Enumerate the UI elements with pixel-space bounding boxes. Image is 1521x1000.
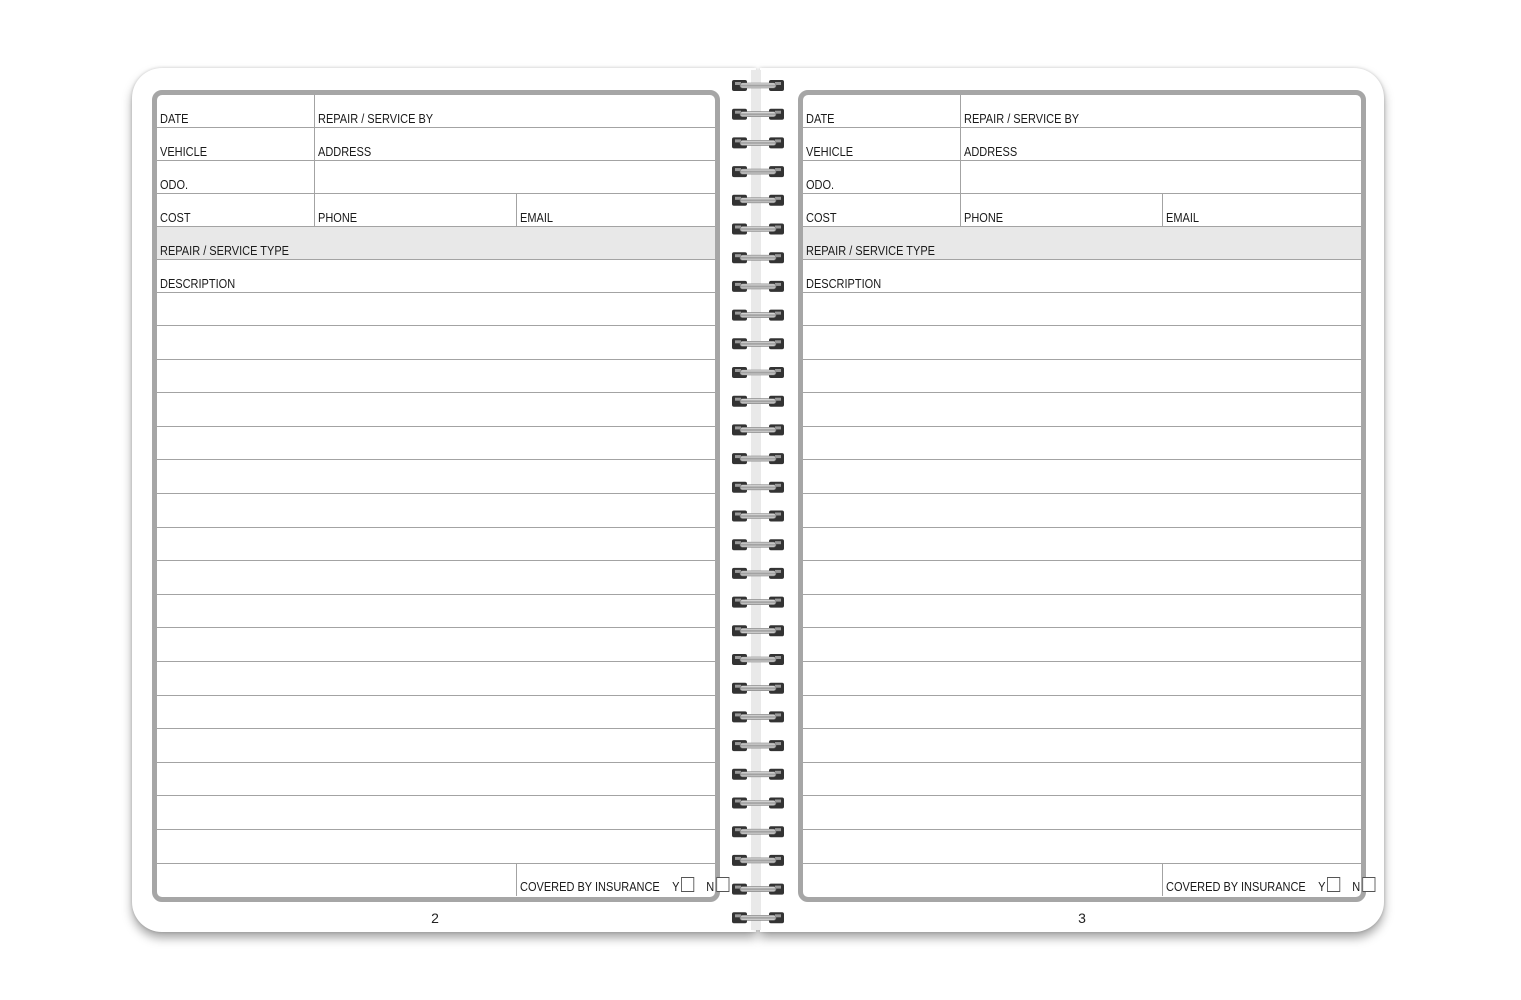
form-row-vehicle [157, 128, 715, 161]
description-line[interactable] [803, 663, 1361, 696]
cost-label: COST [160, 211, 191, 225]
repair-service-by-label: REPAIR / SERVICE BY [318, 112, 434, 126]
odo-label: ODO. [160, 178, 189, 192]
form-row-odo [157, 161, 715, 194]
cost-field[interactable] [157, 194, 314, 226]
description-line[interactable] [157, 831, 715, 864]
description-line[interactable] [157, 595, 715, 628]
vehicle-label: VEHICLE [806, 145, 854, 159]
description-line[interactable] [157, 427, 715, 460]
form-row-vehicle [803, 128, 1361, 161]
description-line[interactable] [803, 763, 1361, 796]
insurance-row [803, 863, 1361, 896]
email-field[interactable] [516, 194, 715, 226]
covered-by-insurance-label: COVERED BY INSURANCE [1166, 880, 1306, 894]
description-line[interactable] [157, 461, 715, 494]
form-row-odo [803, 161, 1361, 194]
description-line[interactable] [803, 327, 1361, 360]
phone-field[interactable] [960, 194, 1162, 226]
date-label: DATE [160, 112, 189, 126]
description-line[interactable] [157, 495, 715, 528]
description-field[interactable] [157, 260, 715, 293]
insurance-yes-checkbox[interactable] [1327, 877, 1340, 892]
repair-service-by-field[interactable] [960, 95, 1361, 127]
description-line[interactable] [803, 461, 1361, 494]
form-row-date [157, 95, 715, 128]
description-line[interactable] [157, 327, 715, 360]
covered-by-insurance-label: COVERED BY INSURANCE [520, 880, 660, 894]
right-page [760, 68, 1384, 932]
description-line[interactable] [803, 528, 1361, 561]
log-form-frame [152, 90, 720, 902]
description-line[interactable] [157, 394, 715, 427]
description-line[interactable] [157, 528, 715, 561]
description-label: DESCRIPTION [160, 277, 236, 291]
description-line[interactable] [157, 360, 715, 393]
odo-field[interactable] [803, 161, 960, 193]
description-line[interactable] [803, 696, 1361, 729]
description-line[interactable] [157, 730, 715, 763]
page-number: 3 [1078, 910, 1086, 926]
insurance-yes-label: Y [672, 880, 680, 894]
form-row-cost [803, 194, 1361, 227]
phone-field[interactable] [314, 194, 516, 226]
email-field[interactable] [1162, 194, 1361, 226]
description-line[interactable] [157, 696, 715, 729]
cost-label: COST [806, 211, 837, 225]
address-line-2-field[interactable] [960, 161, 1361, 193]
phone-label: PHONE [964, 211, 1004, 225]
insurance-no-checkbox[interactable] [1362, 877, 1375, 892]
date-label: DATE [806, 112, 835, 126]
odo-field[interactable] [157, 161, 314, 193]
description-line[interactable] [803, 730, 1361, 763]
vehicle-field[interactable] [803, 128, 960, 160]
insurance-no-label: N [706, 880, 715, 894]
address-label: ADDRESS [318, 145, 372, 159]
repair-service-type-field[interactable] [803, 227, 1361, 260]
form-row-cost [157, 194, 715, 227]
description-line[interactable] [157, 663, 715, 696]
page-number: 2 [431, 910, 439, 926]
left-page [132, 68, 756, 932]
covered-by-insurance-field [516, 863, 715, 896]
description-line[interactable] [803, 293, 1361, 326]
description-label: DESCRIPTION [806, 277, 882, 291]
insurance-no-label: N [1352, 880, 1361, 894]
insurance-yes-checkbox[interactable] [681, 877, 694, 892]
log-form-frame [798, 90, 1366, 902]
description-line[interactable] [803, 831, 1361, 864]
insurance-yes-label: Y [1318, 880, 1326, 894]
description-line[interactable] [157, 763, 715, 796]
description-line[interactable] [803, 595, 1361, 628]
vehicle-field[interactable] [157, 128, 314, 160]
email-label: EMAIL [520, 211, 554, 225]
vehicle-label: VEHICLE [160, 145, 208, 159]
repair-service-by-field[interactable] [314, 95, 715, 127]
description-line[interactable] [157, 562, 715, 595]
repair-service-by-label: REPAIR / SERVICE BY [964, 112, 1080, 126]
repair-service-type-field[interactable] [157, 227, 715, 260]
address-field[interactable] [314, 128, 715, 160]
covered-by-insurance-field [1162, 863, 1361, 896]
description-line[interactable] [803, 427, 1361, 460]
cost-field[interactable] [803, 194, 960, 226]
insurance-row [157, 863, 715, 896]
description-line[interactable] [803, 797, 1361, 830]
description-line[interactable] [803, 394, 1361, 427]
form-row-date [803, 95, 1361, 128]
description-line[interactable] [803, 629, 1361, 662]
odo-label: ODO. [806, 178, 835, 192]
description-field[interactable] [803, 260, 1361, 293]
description-line[interactable] [803, 495, 1361, 528]
email-label: EMAIL [1166, 211, 1200, 225]
description-line[interactable] [157, 293, 715, 326]
phone-label: PHONE [318, 211, 358, 225]
date-field[interactable] [157, 95, 314, 127]
spiral-binding [726, 70, 790, 930]
address-label: ADDRESS [964, 145, 1018, 159]
description-line[interactable] [803, 562, 1361, 595]
description-line[interactable] [157, 797, 715, 830]
address-field[interactable] [960, 128, 1361, 160]
repair-service-type-label: REPAIR / SERVICE TYPE [160, 244, 289, 258]
date-field[interactable] [803, 95, 960, 127]
description-line[interactable] [803, 360, 1361, 393]
description-line[interactable] [157, 629, 715, 662]
address-line-2-field[interactable] [314, 161, 715, 193]
repair-service-type-label: REPAIR / SERVICE TYPE [806, 244, 935, 258]
